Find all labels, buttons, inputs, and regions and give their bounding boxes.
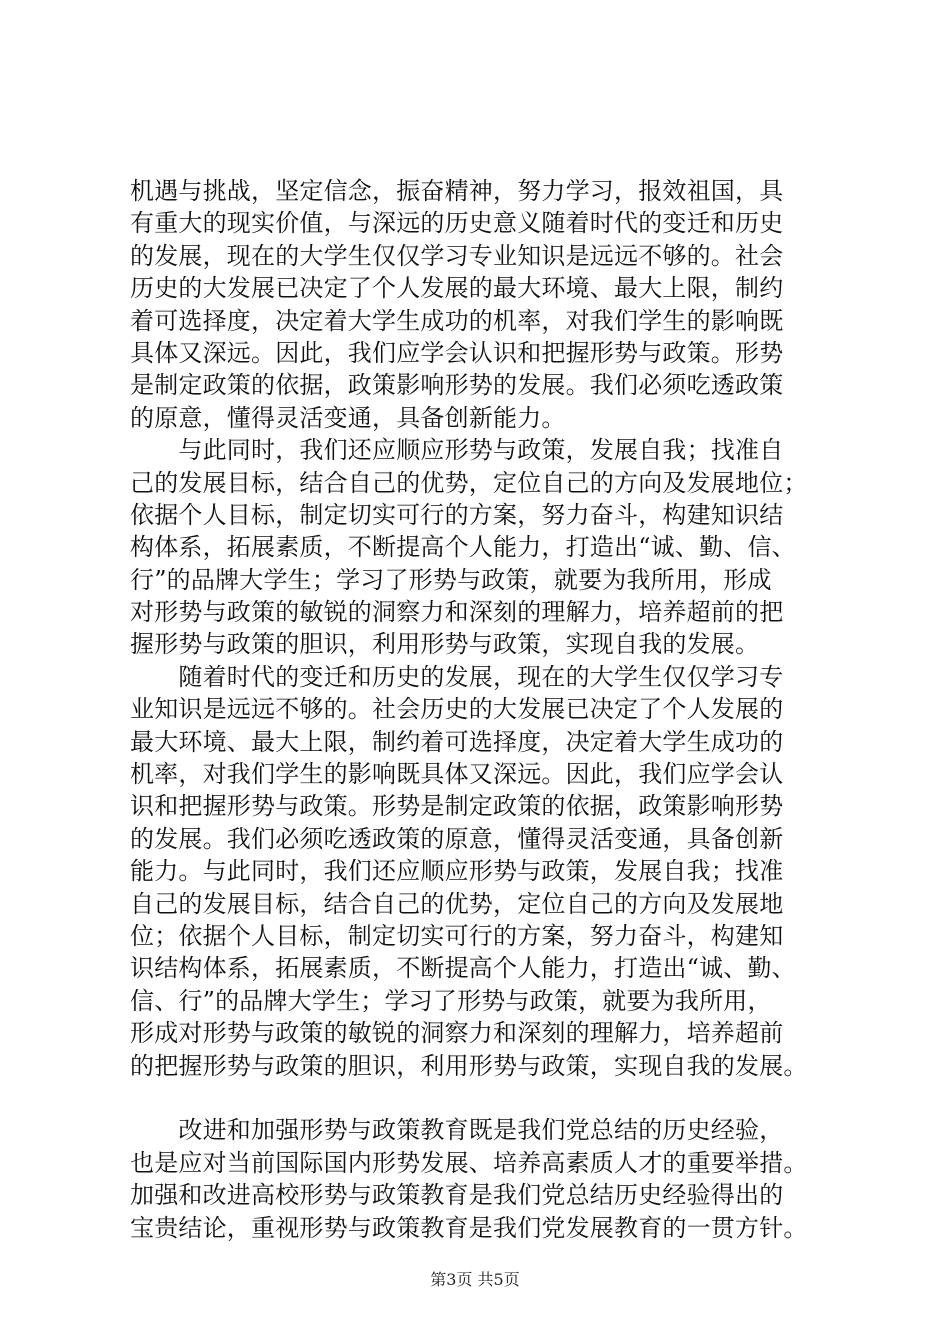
text-line: 随着时代的变迁和历史的发展，现在的大学生仅仅学习专 (130, 662, 784, 691)
text-line: 着可选择度，决定着大学生成功的机率，对我们学生的影响既 (130, 306, 784, 335)
text-line: 握形势与政策的胆识，利用形势与政策，实现自我的发展。 (130, 630, 760, 659)
text-line: 自己的发展目标，结合自己的优势，定位自己的方向及发展地 (130, 889, 784, 918)
text-line: 位；依据个人目标，制定切实可行的方案，努力奋斗，构建知 (130, 921, 784, 950)
text-line: 业知识是远远不够的。社会历史的大发展已决定了个人发展的 (130, 695, 784, 724)
text-line: 构体系，拓展素质，不断提高个人能力，打造出“诚、勤、信、 (130, 533, 796, 562)
text-line: 历史的大发展已决定了个人发展的最大环境、最大上限，制约 (130, 274, 784, 303)
text-line: 机遇与挑战，坚定信念，振奋精神，努力学习，报效祖国，具 (130, 177, 784, 205)
text-line: 也是应对当前国际国内形势发展、培养高素质人才的重要举措。 (130, 1148, 808, 1177)
text-line: 与此同时，我们还应顺应形势与政策，发展自我；找准自 (130, 436, 784, 465)
text-line: 宝贵结论，重视形势与政策教育是我们党发展教育的一贯方针。 (130, 1213, 808, 1242)
text-line: 的发展，现在的大学生仅仅学习专业知识是远远不够的。社会 (130, 241, 784, 270)
text-line: 信、行”的品牌大学生；学习了形势与政策，就要为我所用， (130, 986, 772, 1015)
page-footer: 第3页 共5页 (430, 1270, 520, 1289)
paragraph-gap (130, 1082, 855, 1114)
text-line: 识和把握形势与政策。形势是制定政策的依据，政策影响形势 (130, 792, 784, 821)
text-line: 己的发展目标，结合自己的优势，定位自己的方向及发展地位； (130, 468, 808, 497)
body-text (130, 175, 855, 1244)
text-line: 加强和改进高校形势与政策教育是我们党总结历史经验得出的 (130, 1181, 784, 1210)
text-line: 能力。与此同时，我们还应顺应形势与政策，发展自我；找准 (130, 857, 784, 886)
text-line: 有重大的现实价值，与深远的历史意义随着时代的变迁和历史 (130, 209, 784, 238)
text-line: 最大环境、最大上限，制约着可选择度，决定着大学生成功的 (130, 727, 784, 756)
text-line: 具体又深远。因此，我们应学会认识和把握形势与政策。形势 (130, 338, 784, 367)
text-line: 行”的品牌大学生；学习了形势与政策，就要为我所用，形成 (130, 565, 772, 594)
text-line: 机率，对我们学生的影响既具体又深远。因此，我们应学会认 (130, 760, 784, 789)
text-line: 识结构体系，拓展素质，不断提高个人能力，打造出“诚、勤、 (130, 954, 796, 983)
text-line: 的发展。我们必须吃透政策的原意，懂得灵活变通，具备创新 (130, 824, 784, 853)
text-line: 依据个人目标，制定切实可行的方案，努力奋斗，构建知识结 (130, 500, 784, 529)
text-line: 形成对形势与政策的敏锐的洞察力和深刻的理解力，培养超前 (130, 1019, 784, 1048)
text-line: 的把握形势与政策的胆识，利用形势与政策，实现自我的发展。 (130, 1051, 808, 1080)
text-line: 的原意，懂得灵活变通，具备创新能力。 (130, 403, 566, 432)
text-line: 改进和加强形势与政策教育既是我们党总结的历史经验， (130, 1116, 784, 1145)
text-line: 是制定政策的依据，政策影响形势的发展。我们必须吃透政策 (130, 371, 784, 400)
text-line: 对形势与政策的敏锐的洞察力和深刻的理解力，培养超前的把 (130, 598, 784, 627)
